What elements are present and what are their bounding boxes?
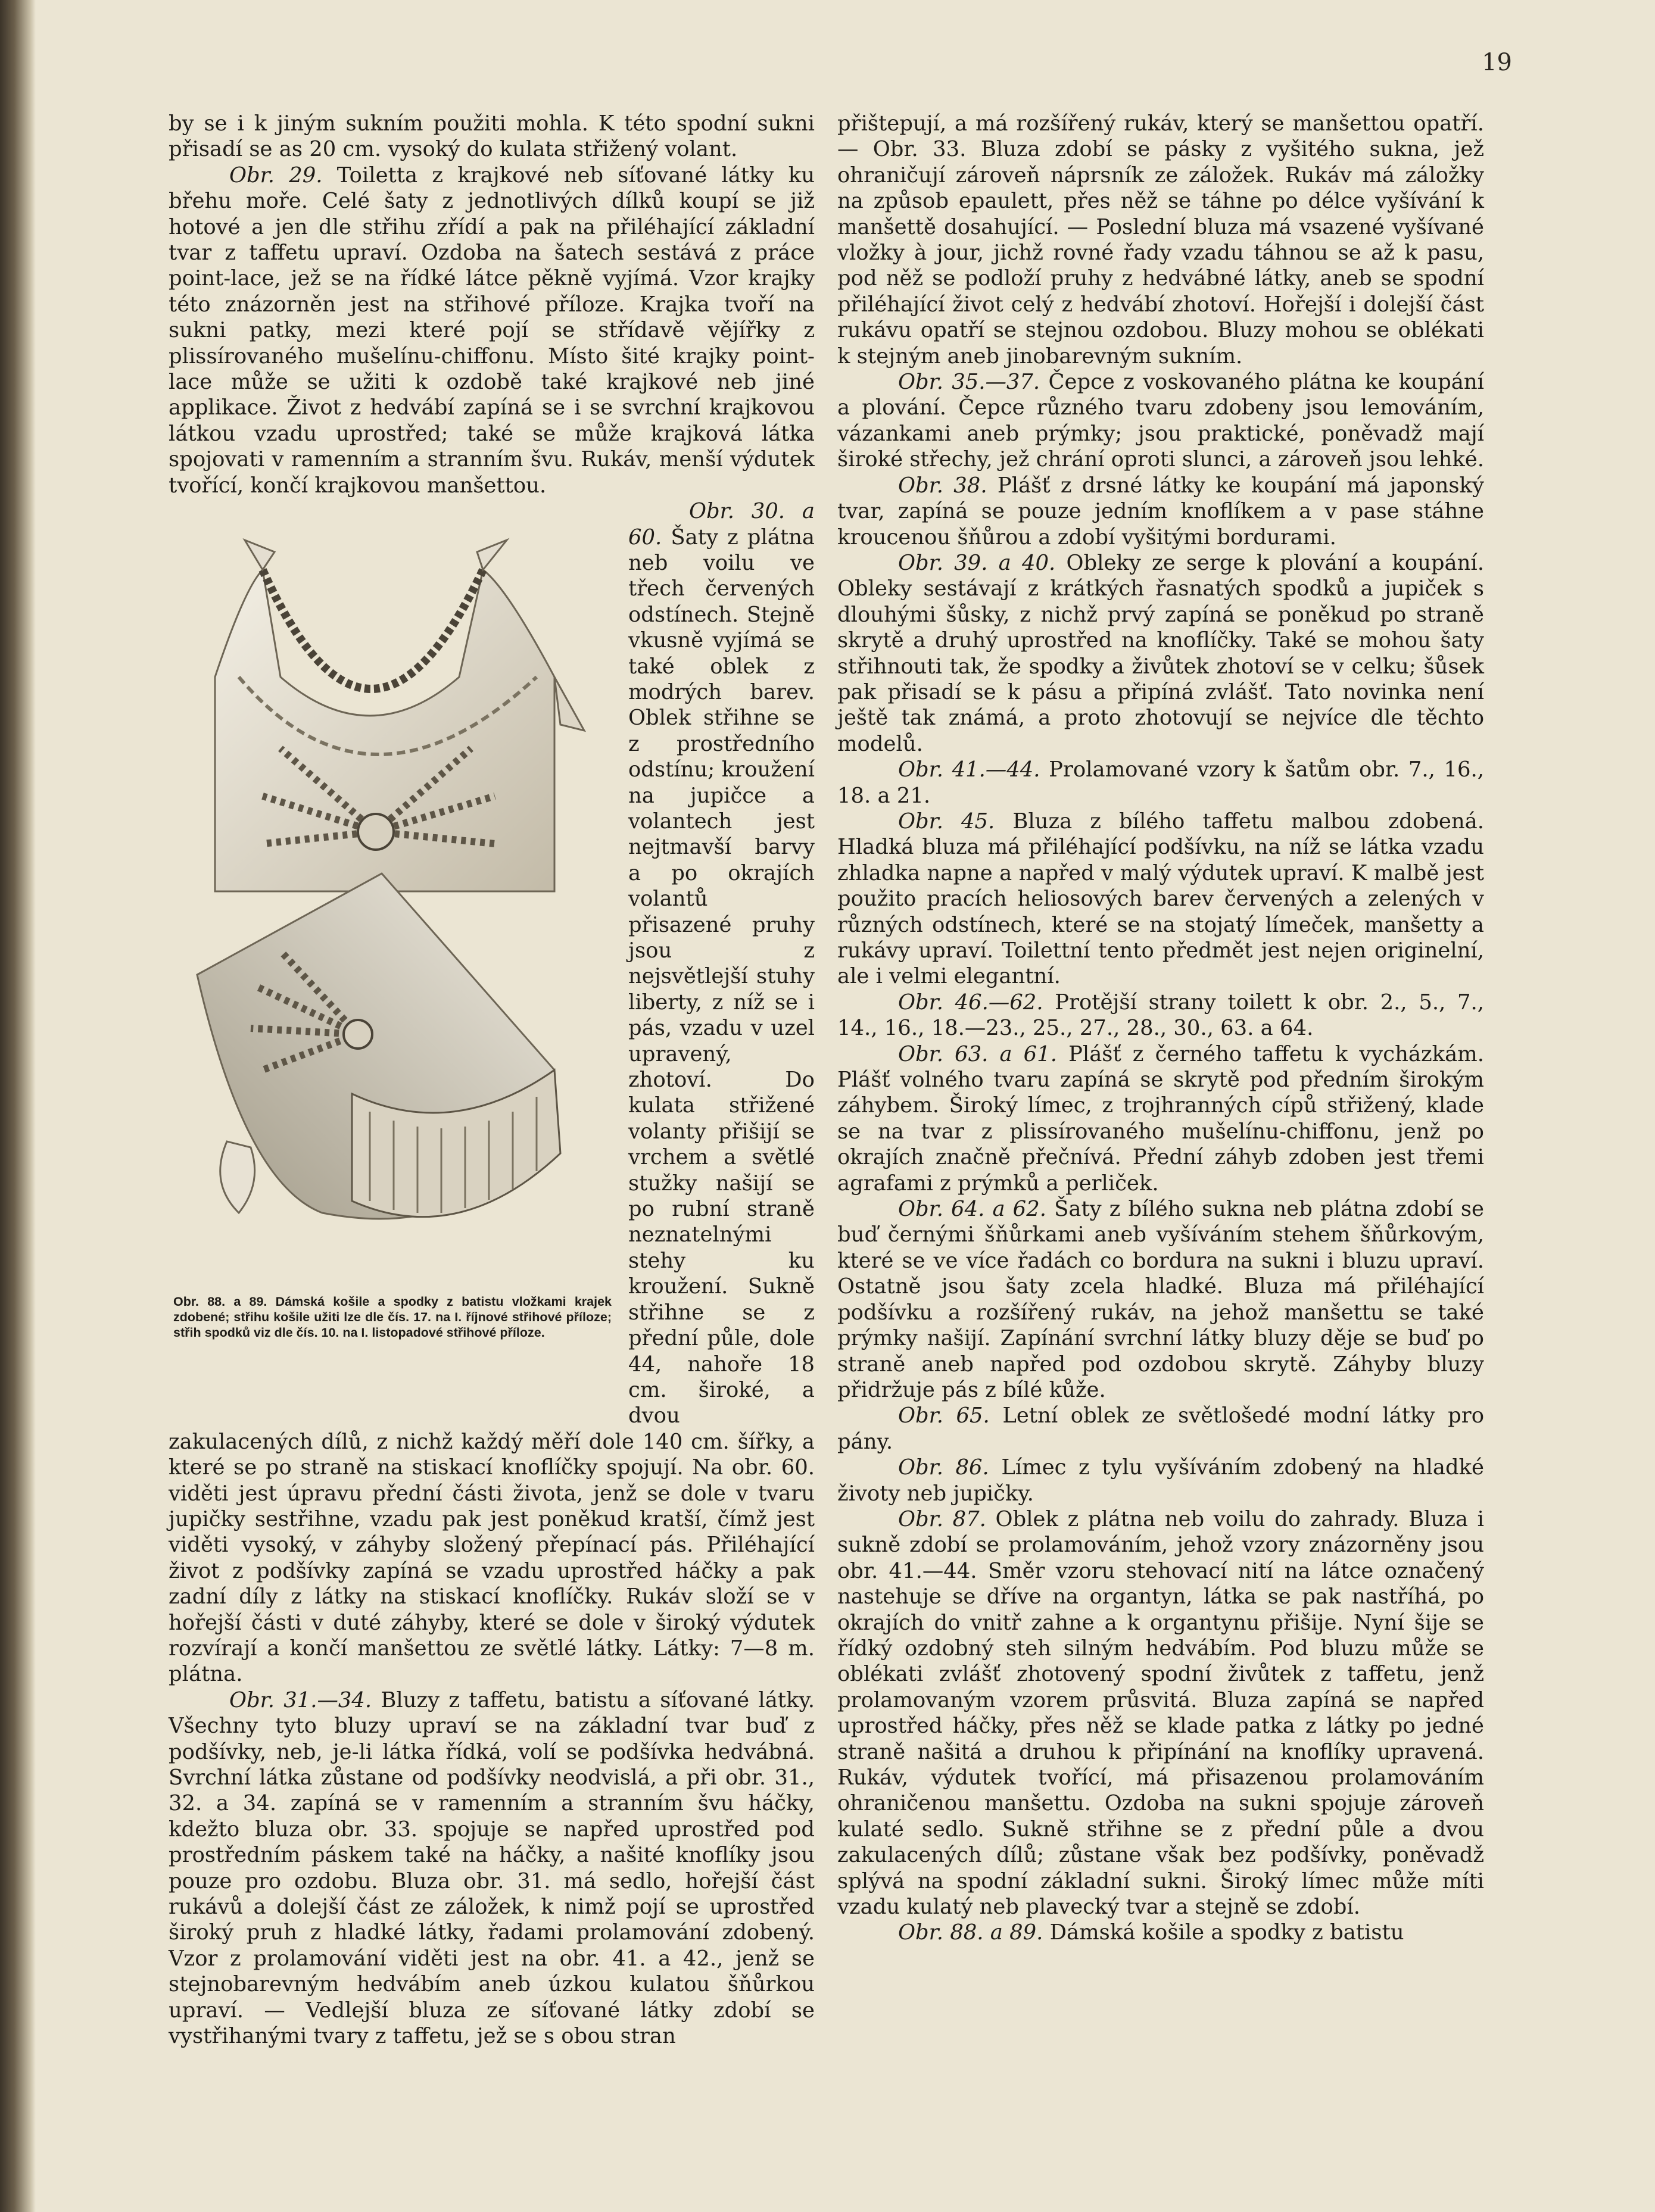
paragraph-text: Dámská košile a spodky z batistu [1049, 1920, 1404, 1945]
figure-reference: Obr. 31.—34. [229, 1687, 372, 1712]
figure-reference: Obr. 38. [898, 473, 987, 498]
figure-reference: Obr. 86. [898, 1455, 989, 1480]
paragraph-text: Bluzy z taffetu, batistu a síťované látky. Všechny tyto bluzy upraví se na základní tvar buď z podšívky, neb, je-li látka řídká, volí se podšívka hedvábná. Svrchní látka zůstane od podšívky neodvislá, a při obr. 31., 32. a 34. zapíná se v ramenním a stranním švu háčky, kdežto bluza obr. 33. spojuje se napřed uprostřed pod prostředním páskem také na háčky, a našité knoflíky jsou pouze pro ozdobu. Bluza obr. 31. má sedlo, hořejší část rukávů a dolejší část ze záložek, k nimž pojí se uprostřed široký pruh z hladké látky, řadami prolamování zdobený. Vzor z prolamování viděti jest na obr. 41. a 42., jenž se stejnobarevným hedvábím aneb úzkou kulatou šňůrkou upraví. — Vedlejší bluza ze síťované látky zdobí se vystřihanými tvary z taffetu, jež se s obou stran [169, 1687, 815, 2049]
figure-reference: Obr. 46.—62. [898, 990, 1043, 1015]
figure-reference: Obr. 88. a 89. [898, 1920, 1043, 1945]
paragraph-text: Letní oblek ze světlošedé modní látky pro pány. [837, 1403, 1485, 1454]
right-paragraph-12 [837, 1506, 1484, 1920]
drawers-drawing [197, 873, 560, 1219]
figure-reference: Obr. 87. [898, 1506, 986, 1531]
paragraph-text: Prolamované vzory k šatům obr. 7., 16., 18. a 21. [837, 757, 1485, 808]
right-paragraph-6 [837, 809, 1484, 990]
left-paragraph-4 [169, 1687, 815, 2049]
figure-reference: Obr. 29. [229, 163, 323, 188]
paragraph-text: Toiletta z krajkové neb síťované látky ku břehu moře. Celé šaty z jednotlivých dílků koupí se již hotové a jen dle střihu zřídí a pak na přiléhající základní tvar z taffetu upraví. Ozdoba na šatech sestává z práce point-lace, jež se na řídké látce pěkně vyjímá. Vzor krajky této znázorněn jest na střihové příloze. Krajka tvoří na sukni patky, mezi které pojí se střídavě vějířky z plissírovaného mušelínu-chiffonu. Místo šité krajky point-lace může se užiti k ozdobě také krajkové neb jiné applikace. Život z hedvábí zapíná se i se svrchní krajkovou látkou vzadu uprostřed; také se může krajková látka spojovati v ramenním a stranním švu. Rukáv, menší výdutek tvořící, končí krajkovou manšettou. [169, 163, 815, 498]
right-paragraph-8 [837, 1041, 1484, 1196]
paragraph-text: Límec z tylu vyšíváním zdobený na hladké životy neb jupičky. [837, 1455, 1485, 1506]
paragraph-text: Oblek z plátna neb voilu do zahrady. Bluza i sukně zdobí se prolamováním, jehož vzory znázorněny jsou obr. 41.—44. Směr vzoru stehovací nití na látce označený nastehuje se dříve na organtyn, látka se pak nastříhá, po okrajích do vnitř zahne a k organtynu přišije. Nyní šije se řídký ozdobný steh silným hedvábím. Pod bluzu může se oblékati zvlášť zhotovený spodní živůtek z taffetu, jenž prolamovaným vzorem průsvitá. Bluza zapíná se napřed uprostřed háčky, přes něž se klade patka z látky po jedné straně našitá a druhou k připínání na knoflíky upravená. Rukáv, výdutek tvořící, má přisazenou prolamováním ohraničenou manšettu. Ozdoba na sukni spojuje zároveň kulaté sedlo. Sukně střihne se z přední půle a dvou zakulacených dílů; zůstane však bez podšívky, poněvadž splývá na spodní základní sukni. Široký límec může míti vzadu kulatý neb plavecký tvar a stejně se zdobí. [837, 1506, 1485, 1920]
page-number: 19 [1482, 49, 1512, 76]
figure-reference: Obr. 41.—44. [898, 757, 1040, 782]
right-paragraph-9 [837, 1196, 1484, 1403]
left-paragraph-2 [169, 163, 815, 498]
right-paragraph-1: přištepují, a má rozšířený rukáv, který se manšettou opatří. — Obr. 33. Bluza zdobí se pásky z vyšitého sukna, jež ohraničují zároveň náprsník ze záložek. Rukáv má záložky na způsob epaulett, přes něž se táhne po délce vyšívání k manšettě dosahující. — Poslední bluza má vsazené vyšívané vložky à jour, jichž rovné řady vzadu táhnou se až k pasu, pod něž se podloží pruhy z hedvábné látky, aneb se spodní přiléhající život celý z hedvábí zhotoví. Hořejší i dolejší část rukávu opatří se stejnou ozdobou. Bluzy mohou se oblékati k stejným aneb jinobarevným sukním. [837, 111, 1484, 369]
paragraph-text: Šaty z bílého sukna neb plátna zdobí se buď černými šňůrkami aneb vyšíváním stehem šňůrkovým, které se ve více řadách co bordura na sukni i bluzu upraví. Ostatně jsou šaty zcela hladké. Bluza má přiléhající podšívku a rozšířený rukáv, na jehož manšettu se také prýmky našijí. Zapínání svrchní látky bluzy děje se buď po straně aneb napřed pod ozdobou skrytě. Záhyby bluzy přidržuje pás z bílé kůže. [837, 1197, 1484, 1402]
right-paragraph-4 [837, 550, 1484, 757]
figure-reference: Obr. 39. a 40. [898, 550, 1056, 575]
paragraph-text: Šaty z plátna neb voilu ve třech červených odstínech. Stejně vkusně vyjímá se také oblek z modrých barev. Oblek střihne se z prostředního odstínu; kroužení na jupičce a volantech jest nejtmavší barvy a po okrajích volantů přisazené pruhy jsou z nejsvětlejší stuhy liberty, z níž se i pás, vzadu v uzel upravený, zhotoví. Do kulata střižené volanty přišijí se vrchem a světlé stužky našijí se po rubní straně neznatelnými stehy ku kroužení. Sukně střihne se z přední půle, dole 44, nahoře 18 cm. široké, a dvou zakulacených dílů, z nichž každý měří dole 140 cm. šířky, a které se po straně na stiskací knoflíčky spojují. Na obr. 60. viděti jest úpravu přední části života, jenž se dole v tvaru jupičky sestřihne, vzadu pak jest poněkud kratší, čímž jest viděti vysoký, v záhyby složený přepínací pás. Přiléhající život z podšívky zapíná se vzadu uprostřed háčky a pak zadní díly z látky na stiskací knoflíčky. Rukáv složí se v hořejší části v duté záhyby, které se dole v široký výdutek rozvírají a končí manšettou ze světlé látky. Látky: 7—8 m. plátna. [169, 525, 815, 1687]
paragraph-text: Obleky ze serge k plování a koupání. Obleky sestávají z krátkých řasnatých spodků a jupiček s dlouhými šůsky, z nichž prvý zapíná se poněkud po straně skrytě a druhý uprostřed na knoflíčky. Také se mohou šaty střihnouti tak, že spodky a živůtek zhotoví se v celku; šůsek pak přisadí se k pásu a připíná zvlášť. Tato novinka není ještě tak známá, a proto zhotovují se nejvíce dle těchto modelů. [837, 550, 1484, 756]
figure-reference: Obr. 35.—37. [898, 370, 1040, 395]
paragraph-text: Plášť z drsné látky ke koupání má japonský tvar, zapíná se pouze jedním knoflíkem a v pase stáhne kroucenou šňůrou a zdobí vyšitými bordurami. [837, 473, 1485, 550]
paragraph-text: Plášť z černého taffetu k vycházkám. Plášť volného tvaru zapíná se skrytě pod předním širokým záhybem. Široký límec, z trojhranných cípů střižený, klade se na tvar z plissírovaného mušelínu-chiffonu, jenž po okrajích značně přečnívá. Přední záhyb zdoben jest třemi agrafami z prýmků a perliček. [837, 1041, 1484, 1196]
right-paragraph-5 [837, 757, 1484, 809]
chemise-drawing [215, 540, 584, 891]
paragraph-text: Protější strany toilett k obr. 2., 5., 7., 14., 16., 18.—23., 25., 27., 28., 30., 63. a 64. [837, 990, 1485, 1041]
right-paragraph-3 [837, 473, 1484, 550]
figure-caption: Obr. 88. a 89. Dámská košile a spodky z batistu vložkami krajek zdobené; střihu košile užiti lze dle čís. 17. na I. říjnové střihové příloze; střih spodků viz dle čís. 10. na I. listopadové střihové příloze. [173, 1294, 612, 1340]
right-paragraph-2 [837, 369, 1484, 473]
figure-reference: Obr. 65. [898, 1403, 990, 1428]
book-binding-shadow [0, 0, 36, 2212]
figure-reference: Obr. 63. a 61. [898, 1041, 1057, 1066]
right-paragraph-13 [837, 1920, 1484, 1945]
left-column [169, 111, 815, 2049]
right-paragraph-7 [837, 990, 1484, 1041]
right-column [837, 111, 1484, 1946]
right-paragraph-10 [837, 1403, 1484, 1455]
figure-reference: Obr. 64. a 62. [898, 1197, 1046, 1222]
paragraph-text: Bluza z bílého taffetu malbou zdobená. Hladká bluza má přiléhající podšívku, na níž se látka vzadu zhladka napne a napřed v malý výdutek upraví. K malbě jest použito pracích heliosových barev červených a zelených v různých odstínech, které se na stojatý límeček, manšetty a rukávy upraví. Toilettní tento předmět jest nejen originelní, ale i velmi elegantní. [837, 809, 1484, 989]
figure-reference: Obr. 45. [898, 809, 995, 834]
figure-88-89 [169, 498, 616, 1412]
left-paragraph-1: by se i k jiným sukním použiti mohla. K této spodní sukni přisadí se as 20 cm. vysoký do kulata střižený volant. [169, 111, 815, 162]
lingerie-illustration [173, 498, 612, 1284]
right-paragraph-11 [837, 1455, 1484, 1506]
paragraph-text: Čepce z voskovaného plátna ke koupání a plování. Čepce různého tvaru zdobeny jsou lemováním, vázankami aneb prýmky; jsou praktické, poněvadž mají široké střechy, jež chrání oproti slunci, a zároveň jsou lehké. [837, 370, 1484, 472]
figure-reference: Obr. 30. a 60. [628, 499, 815, 550]
